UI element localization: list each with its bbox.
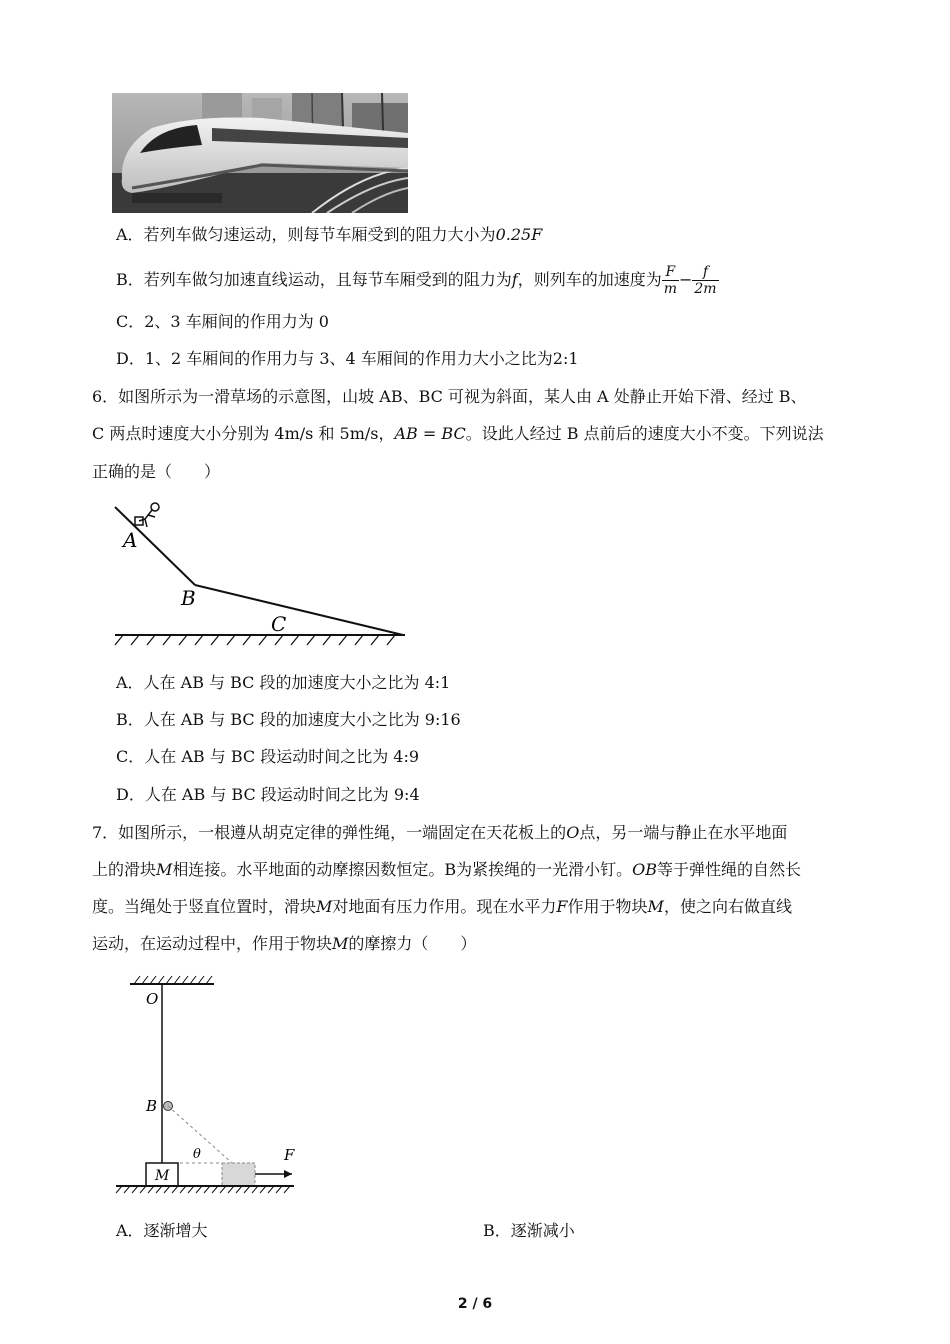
q5-option-a-text: A．若列车做匀速运动，则每节车厢受到的阻力大小为	[116, 225, 496, 244]
q7-l3-b: 对地面有压力作用。现在水平力	[332, 897, 557, 916]
q7-option-b[interactable]: B．逐渐减小	[483, 1221, 575, 1240]
q6-option-d[interactable]: D．人在 AB 与 BC 段运动时间之比为 9:4	[116, 785, 420, 804]
q5-option-d[interactable]: D．1、2 车厢间的作用力与 3、4 车厢间的作用力大小之比为2:1	[116, 349, 579, 368]
q5-option-c[interactable]: C．2、3 车厢间的作用力为 0	[116, 312, 329, 331]
q6-line2-math: AB = BC	[394, 424, 466, 443]
q5-option-b[interactable]	[116, 264, 719, 297]
frac1-den: m	[663, 281, 677, 297]
q7-l1-a: 7．如图所示，一根遵从胡克定律的弹性绳，一端固定在天花板上的	[92, 823, 567, 842]
q7-l3-m: M	[316, 897, 333, 916]
q7-l3-d: ，使之向右做直线	[663, 897, 792, 916]
q7-l2-a: 上的滑块	[92, 860, 157, 879]
q6-label-c: C	[271, 612, 287, 636]
q5-option-a[interactable]	[116, 224, 542, 246]
q6-line2-a: C 两点时速度大小分别为 4m/s 和 5m/s，	[92, 424, 395, 443]
q7-l2-c: 等于弹性绳的自然长	[657, 860, 802, 879]
q7-l4-a: 运动，在运动过程中，作用于物块	[92, 934, 333, 953]
q7-stem-line3	[92, 896, 792, 918]
q5-option-b-minus: −	[678, 270, 693, 289]
q7-label-o: O	[146, 990, 159, 1008]
q7-l2-m: M	[156, 860, 173, 879]
q7-l3-m2: M	[647, 897, 664, 916]
q7-l4-b: 的摩擦力（ ）	[348, 934, 477, 953]
q7-l4-m: M	[332, 934, 349, 953]
q6-stem-line1: 6．如图所示为一滑草场的示意图，山坡 AB、BC 可视为斜面，某人由 A 处静止开始下滑、经过 B、	[92, 387, 807, 406]
q6-slope-diagram	[105, 495, 415, 655]
q7-l2-b: 相连接。水平地面的动摩擦因数恒定。B为紧挨绳的一光滑小钉。	[172, 860, 633, 879]
q7-stem-line2	[92, 859, 801, 881]
q7-l3-f: F	[556, 897, 568, 916]
q5-option-b-text: B．若列车做匀加速直线运动，且每节车厢受到的阻力为	[116, 270, 512, 289]
q5-option-b-frac1	[662, 264, 679, 297]
q6-option-c[interactable]: C．人在 AB 与 BC 段运动时间之比为 4:9	[116, 747, 420, 766]
frac2-den: 2m	[694, 281, 717, 297]
q7-l1-b: 点，另一端与静止在水平地面	[579, 823, 788, 842]
q7-option-a[interactable]: A．逐渐增大	[116, 1221, 208, 1240]
q6-stem-line3: 正确的是（ ）	[92, 462, 221, 481]
q5-option-a-math: 0.25F	[495, 225, 543, 244]
q7-label-theta: θ	[193, 1147, 201, 1162]
q7-stem-line4	[92, 933, 476, 955]
q7-label-f: F	[284, 1146, 295, 1164]
q5-option-b-f: f	[511, 270, 518, 289]
q7-label-m: M	[155, 1168, 170, 1184]
q7-l3-c: 作用于物块	[567, 897, 648, 916]
q6-stem-line2	[92, 423, 824, 445]
q6-line2-b: 。设此人经过 B 点前后的速度大小不变。下列说法	[465, 424, 824, 443]
q7-l1-o: O	[566, 823, 580, 842]
q6-option-a[interactable]: A．人在 AB 与 BC 段的加速度大小之比为 4:1	[116, 673, 451, 692]
page-number: 2 / 6	[457, 1296, 493, 1312]
frac1-num: F	[662, 264, 679, 281]
frac2-num: f	[692, 264, 718, 281]
q6-label-b: B	[181, 586, 196, 610]
q7-label-b: B	[146, 1097, 158, 1115]
q7-l2-ob: OB	[632, 860, 658, 879]
q7-stem-line1	[92, 822, 787, 844]
q7-rope-diagram	[110, 970, 310, 1200]
q5-option-b-frac2	[692, 264, 718, 297]
q7-l3-a: 度。当绳处于竖直位置时，滑块	[92, 897, 317, 916]
q6-option-b[interactable]: B．人在 AB 与 BC 段的加速度大小之比为 9:16	[116, 710, 461, 729]
q5-option-b-mid: ，则列车的加速度为	[517, 270, 662, 289]
q6-label-a: A	[123, 528, 138, 552]
train-photo	[112, 93, 408, 213]
